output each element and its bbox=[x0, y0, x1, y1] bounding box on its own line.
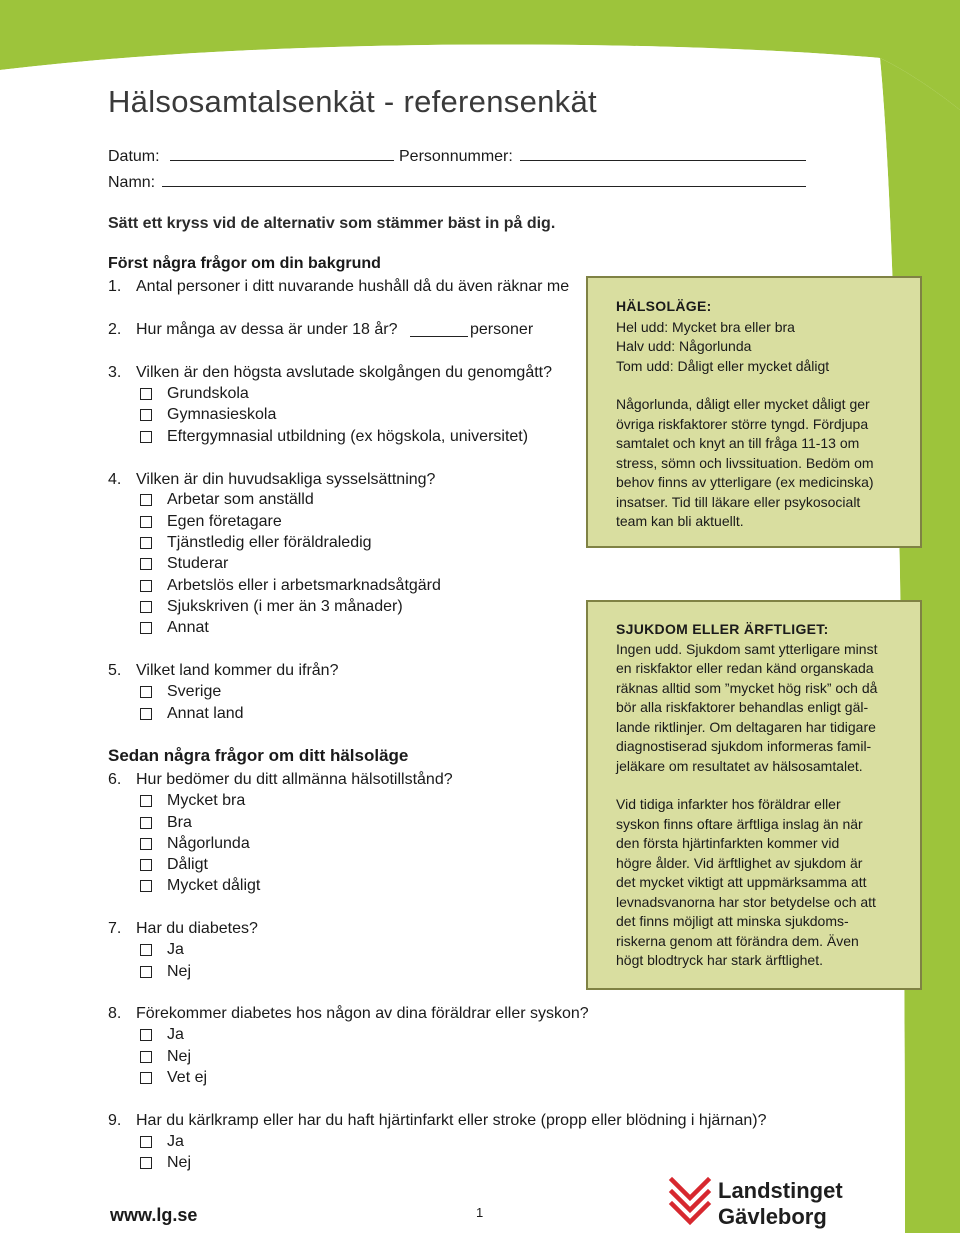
q6-checkbox-4[interactable] bbox=[140, 859, 152, 871]
info-box-sjukdom bbox=[586, 600, 922, 990]
q7-checkbox-2[interactable] bbox=[140, 966, 152, 978]
q6-checkbox-1[interactable] bbox=[140, 795, 152, 807]
q9-checkbox-1[interactable] bbox=[140, 1136, 152, 1148]
q3-number: 3. bbox=[108, 364, 122, 381]
q3-checkbox-2[interactable] bbox=[140, 409, 152, 421]
q6-option-3: Någorlunda bbox=[167, 835, 250, 852]
q6-option-1: Mycket bra bbox=[167, 792, 246, 809]
q7-checkbox-1[interactable] bbox=[140, 944, 152, 956]
info-box-halsolage-line-11: team kan bli aktuellt. bbox=[616, 513, 744, 529]
q5-option-1: Sverige bbox=[167, 683, 222, 700]
q4-checkbox-7[interactable] bbox=[140, 622, 152, 634]
logo-line-1: Landstinget bbox=[718, 1178, 843, 1203]
q6-option-2: Bra bbox=[167, 814, 192, 831]
q2-suffix: personer bbox=[470, 321, 534, 338]
q9-checkbox-2[interactable] bbox=[140, 1157, 152, 1169]
q6-checkbox-3[interactable] bbox=[140, 838, 152, 850]
q4-option-1: Arbetar som anställd bbox=[167, 491, 314, 508]
info-box-sjukdom-line-2: en riskfaktor eller redan känd organskada bbox=[616, 660, 874, 676]
q8-option-2: Nej bbox=[167, 1048, 192, 1065]
q8-number: 8. bbox=[108, 1005, 122, 1022]
q9-number: 9. bbox=[108, 1112, 122, 1129]
info-box-halsolage bbox=[586, 276, 922, 548]
q8-option-1: Ja bbox=[167, 1026, 184, 1043]
q7-option-1: Ja bbox=[167, 941, 184, 958]
q6-text: Hur bedömer du ditt allmänna hälsotillstånd? bbox=[136, 771, 453, 788]
q8-text: Förekommer diabetes hos någon av dina föräldrar eller syskon? bbox=[136, 1005, 589, 1022]
info-box-halsolage-line-2: Halv udd: Någorlunda bbox=[616, 338, 752, 354]
q1-text: Antal personer i ditt nuvarande hushåll då du även räknar me bbox=[136, 278, 570, 295]
q7-text: Har du diabetes? bbox=[136, 920, 258, 937]
info-box-halsolage-line-7: samtalet och knyt an till fråga 11-13 om bbox=[616, 435, 860, 451]
q8-checkbox-3[interactable] bbox=[140, 1072, 152, 1084]
q3-checkbox-3[interactable] bbox=[140, 431, 152, 443]
personnummer-field[interactable] bbox=[520, 160, 806, 161]
q3-text: Vilken är den högsta avslutade skolgången du genomgått? bbox=[136, 364, 553, 381]
q3-option-3: Eftergymnasial utbildning (ex högskola, universitet) bbox=[167, 428, 529, 445]
namn-label: Namn: bbox=[108, 174, 156, 191]
q4-number: 4. bbox=[108, 471, 122, 488]
personnummer-label: Personnummer: bbox=[399, 148, 513, 165]
q5-number: 5. bbox=[108, 662, 122, 679]
q3-option-2: Gymnasieskola bbox=[167, 406, 277, 423]
q8-option-3: Vet ej bbox=[167, 1069, 208, 1086]
info-box-halsolage-line-6: övriga riskfaktorer större tyngd. Fördjupa bbox=[616, 416, 869, 432]
info-box-sjukdom-line-4: bör alla riskfaktorer behandlas enligt gäl- bbox=[616, 699, 869, 715]
info-box-sjukdom-line-16: riskerna genom att förändra dem. Även bbox=[616, 933, 859, 949]
info-box-halsolage-line-1: Hel udd: Mycket bra eller bra bbox=[616, 319, 795, 335]
q8-checkbox-2[interactable] bbox=[140, 1051, 152, 1063]
q4-checkbox-1[interactable] bbox=[140, 494, 152, 506]
q6-checkbox-2[interactable] bbox=[140, 817, 152, 829]
page-title: Hälsosamtalsenkät - referensenkät bbox=[108, 84, 597, 119]
instruction-text: Sätt ett kryss vid de alternativ som stämmer bäst in på dig. bbox=[108, 215, 556, 232]
landstinget-logo-text bbox=[718, 1178, 843, 1230]
info-box-sjukdom-line-5: lande riktlinjer. Om deltagaren har tidigare bbox=[616, 719, 876, 735]
q2-answer-field[interactable] bbox=[410, 336, 468, 337]
info-box-halsolage-line-5: Någorlunda, dåligt eller mycket dåligt ger bbox=[616, 396, 870, 412]
q7-number: 7. bbox=[108, 920, 122, 937]
datum-field[interactable] bbox=[170, 160, 394, 161]
q4-option-3: Tjänstledig eller föräldraledig bbox=[167, 534, 372, 551]
q4-option-6: Sjukskriven (i mer än 3 månader) bbox=[167, 598, 403, 615]
info-box-sjukdom-line-9: Vid tidiga infarkter hos föräldrar eller bbox=[616, 796, 841, 812]
q4-option-5: Arbetslös eller i arbetsmarknadsåtgärd bbox=[167, 577, 441, 594]
info-box-sjukdom-line-11: den första hjärtinfarkten kommer vid bbox=[616, 835, 840, 851]
datum-label: Datum: bbox=[108, 148, 160, 165]
q4-checkbox-2[interactable] bbox=[140, 516, 152, 528]
q2-number: 2. bbox=[108, 321, 122, 338]
info-box-sjukdom-line-3: räknas alltid som ”mycket hög risk” och då bbox=[616, 680, 878, 696]
q1-number: 1. bbox=[108, 278, 122, 295]
info-box-sjukdom-line-13: det mycket viktigt att uppmärksamma att bbox=[616, 874, 867, 890]
q6-option-4: Dåligt bbox=[167, 856, 208, 873]
q6-option-5: Mycket dåligt bbox=[167, 877, 261, 894]
q9-text: Har du kärlkramp eller har du haft hjärtinfarkt eller stroke (propp eller blödning i hjärnan)? bbox=[136, 1112, 767, 1129]
q6-checkbox-5[interactable] bbox=[140, 880, 152, 892]
section-heading-background: Först några frågor om din bakgrund bbox=[108, 255, 381, 272]
info-box-halsolage-line-3: Tom udd: Dåligt eller mycket dåligt bbox=[616, 358, 830, 374]
info-box-sjukdom-line-10: syskon finns oftare ärftliga inslag än när bbox=[616, 816, 863, 832]
q9-option-2: Nej bbox=[167, 1154, 192, 1171]
namn-field[interactable] bbox=[162, 186, 806, 187]
q3-option-1: Grundskola bbox=[167, 385, 249, 402]
q7-option-2: Nej bbox=[167, 963, 192, 980]
q2-text: Hur många av dessa är under 18 år? bbox=[136, 321, 398, 338]
info-box-halsolage-line-8: stress, sömn och livssituation. Bedöm om bbox=[616, 455, 874, 471]
info-box-sjukdom-line-12: högre ålder. Vid ärftlighet av sjukdom är bbox=[616, 855, 863, 871]
footer-url-link[interactable]: www.lg.se bbox=[110, 1205, 198, 1225]
q4-text: Vilken är din huvudsakliga sysselsättning? bbox=[136, 471, 436, 488]
q4-checkbox-3[interactable] bbox=[140, 537, 152, 549]
q5-option-2: Annat land bbox=[167, 705, 244, 722]
page-number: 1 bbox=[476, 1205, 484, 1220]
q4-option-7: Annat bbox=[167, 619, 209, 636]
info-box-sjukdom-heading: SJUKDOM ELLER ÄRFTLIGET: bbox=[616, 621, 829, 637]
q8-checkbox-1[interactable] bbox=[140, 1029, 152, 1041]
q5-checkbox-1[interactable] bbox=[140, 686, 152, 698]
info-box-sjukdom-line-7: jeläkare om resultatet av hälsosamtalet. bbox=[616, 758, 863, 774]
q4-checkbox-4[interactable] bbox=[140, 558, 152, 570]
info-box-halsolage-line-9: behov finns av ytterligare (ex medicinska) bbox=[616, 474, 874, 490]
logo-line-2: Gävleborg bbox=[718, 1204, 827, 1229]
info-box-sjukdom-line-1: Ingen udd. Sjukdom samt ytterligare minst bbox=[616, 641, 878, 657]
q9-option-1: Ja bbox=[167, 1133, 184, 1150]
info-box-sjukdom-line-6: diagnostiserad sjukdom informeras famil- bbox=[616, 738, 872, 754]
landstinget-logo-icon bbox=[668, 1176, 714, 1226]
info-box-sjukdom-line-17: högt blodtryck har stark ärftlighet. bbox=[616, 952, 823, 968]
q5-checkbox-2[interactable] bbox=[140, 708, 152, 720]
info-box-halsolage-line-10: insatser. Tid till läkare eller psykosocialt bbox=[616, 494, 861, 510]
q4-checkbox-5[interactable] bbox=[140, 580, 152, 592]
q6-number: 6. bbox=[108, 771, 122, 788]
q4-option-2: Egen företagare bbox=[167, 513, 282, 530]
q3-checkbox-1[interactable] bbox=[140, 388, 152, 400]
info-box-sjukdom-line-14: levnadsvanorna har stor betydelse och att bbox=[616, 894, 876, 910]
q4-checkbox-6[interactable] bbox=[140, 601, 152, 613]
info-box-halsolage-heading: HÄLSOLÄGE: bbox=[616, 298, 712, 314]
section-heading-health: Sedan några frågor om ditt hälsoläge bbox=[108, 746, 409, 765]
q4-option-4: Studerar bbox=[167, 555, 229, 572]
q5-text: Vilket land kommer du ifrån? bbox=[136, 662, 339, 679]
info-box-sjukdom-line-15: det finns möjligt att minska sjukdoms- bbox=[616, 913, 849, 929]
